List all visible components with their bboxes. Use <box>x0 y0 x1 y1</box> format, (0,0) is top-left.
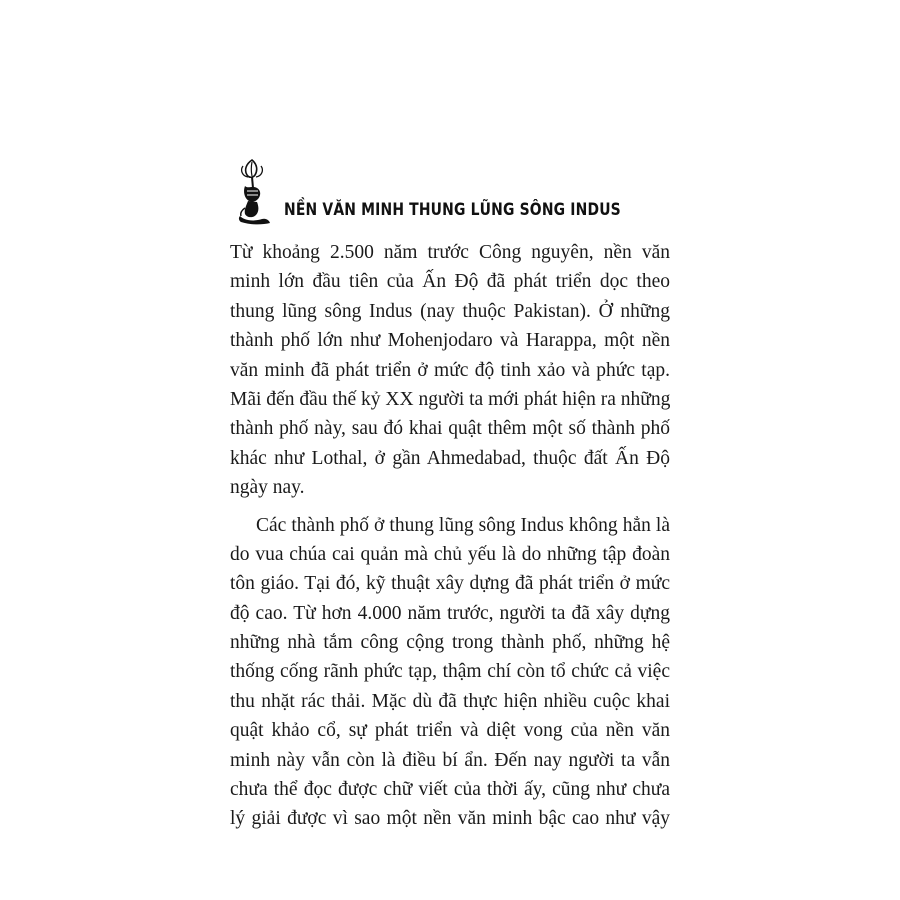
paragraph-1 <box>230 238 670 503</box>
chapter-title: NỀN VĂN MINH THUNG LŨNG SÔNG INDUS <box>284 200 621 220</box>
text-line: khác như Lothal, ở gần Ahmedabad, thuộc đất Ấn Độ <box>230 447 670 469</box>
text-line: tôn giáo. Tại đó, kỹ thuật xây dựng đã phát triển ở mức <box>230 573 670 595</box>
text-line: thung lũng sông Indus (nay thuộc Pakistan). Ở những <box>230 300 670 322</box>
text-line: quật khảo cổ, sự phát triển và diệt vong của nền văn <box>230 720 670 742</box>
body-text <box>230 238 670 834</box>
chapter-heading <box>232 158 682 228</box>
lotus-ornament-icon <box>232 158 278 226</box>
text-line: lý giải được vì sao một nền văn minh bậc cao như vậy <box>230 808 670 830</box>
text-line: Mãi đến đầu thế kỷ XX người ta mới phát hiện ra những <box>230 388 671 410</box>
text-line: minh lớn đầu tiên của Ấn Độ đã phát triển dọc theo <box>230 271 670 293</box>
text-line: Từ khoảng 2.500 năm trước Công nguyên, nền văn <box>230 242 670 263</box>
text-line: thành phố lớn như Mohenjodaro và Harappa, một nền <box>230 330 670 352</box>
text-line: thành phố này, sau đó khai quật thêm một số thành phố <box>230 418 670 440</box>
paragraph-spacer <box>230 503 670 511</box>
text-line: chưa thể đọc được chữ viết của thời ấy, cũng như chưa <box>230 779 670 801</box>
text-line: độ cao. Từ hơn 4.000 năm trước, người ta đã xây dựng <box>230 602 670 624</box>
text-line: do vua chúa cai quản mà chủ yếu là do những tập đoàn <box>230 543 670 565</box>
text-line: thống cống rãnh phức tạp, thậm chí còn tổ chức cả việc <box>230 661 670 683</box>
text-line: ngày nay. <box>230 477 305 499</box>
text-line: những nhà tắm công cộng trong thành phố, những hệ <box>230 632 670 654</box>
text-line: minh này vẫn còn là điều bí ẩn. Đến nay người ta vẫn <box>230 749 670 771</box>
text-line: văn minh đã phát triển ở mức độ tinh xảo và phức tạp. <box>230 359 670 381</box>
text-line: thu nhặt rác thải. Mặc dù đã thực hiện nhiều cuộc khai <box>230 690 670 712</box>
paragraph-2 <box>230 511 670 834</box>
text-line: Các thành phố ở thung lũng sông Indus không hẳn là <box>256 514 670 536</box>
